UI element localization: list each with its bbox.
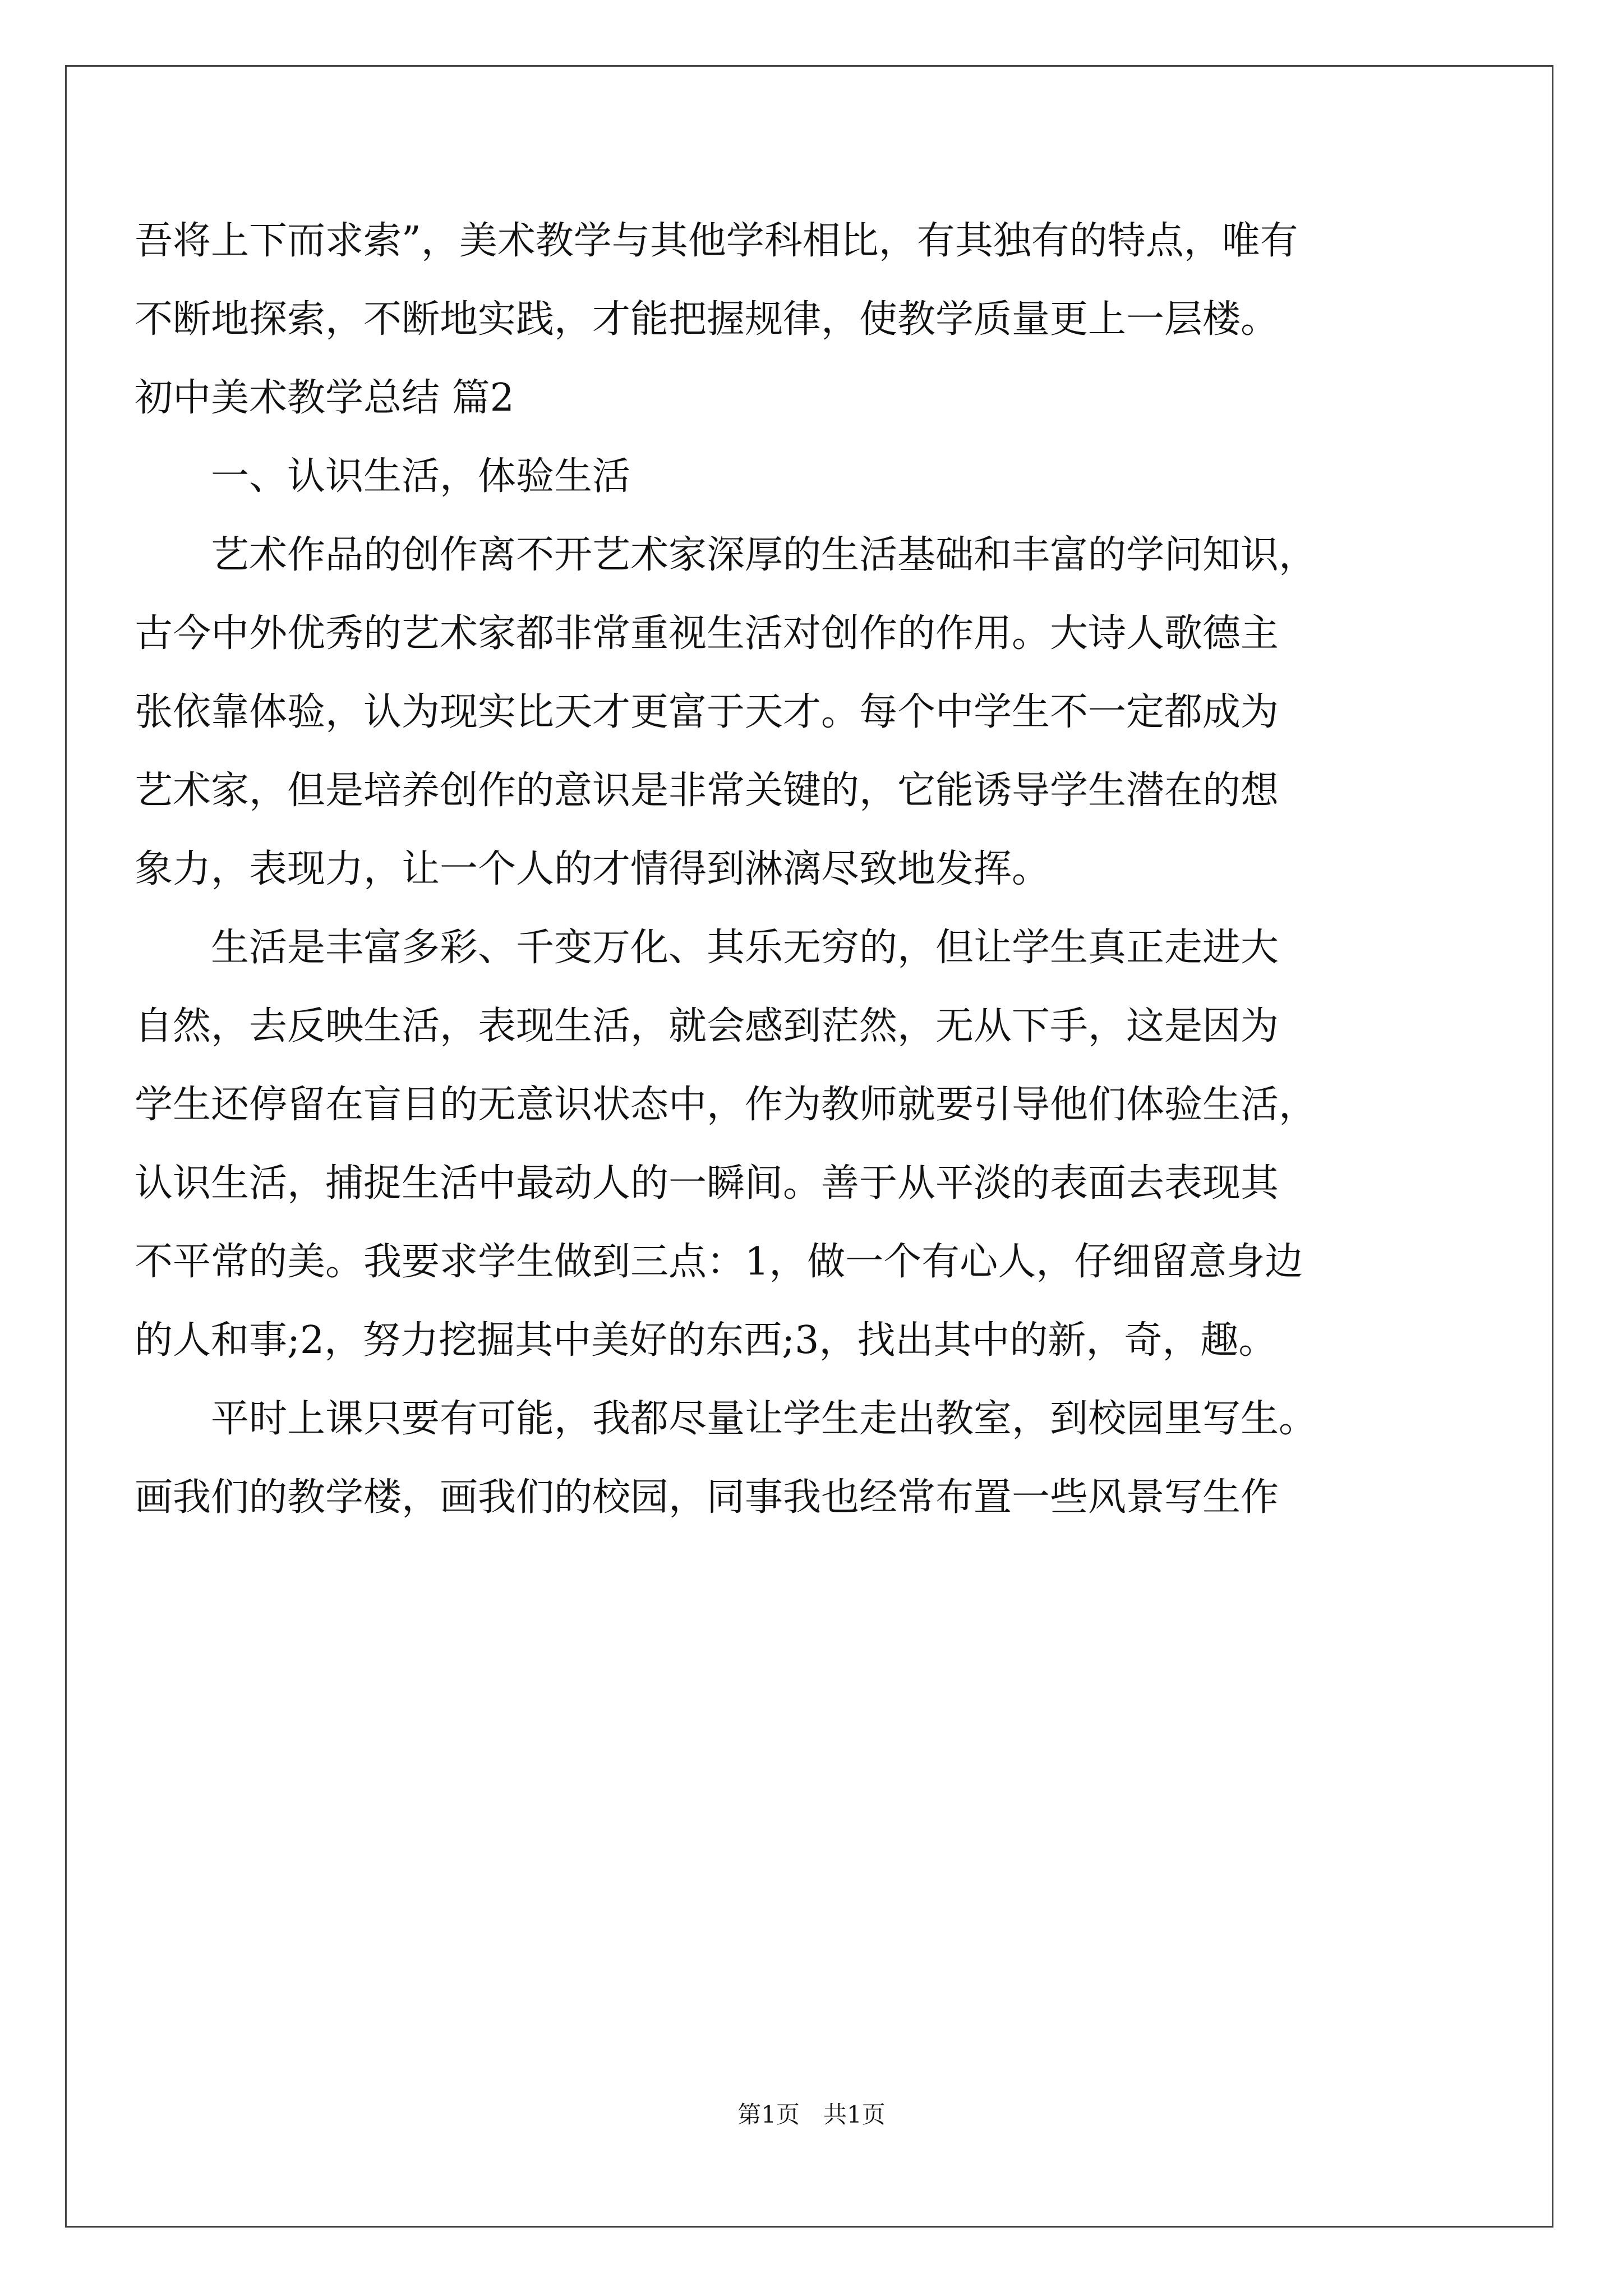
text-line: 不平常的美。我要求学生做到三点：1，做一个有心人，仔细留意身边 (135, 1240, 1303, 1284)
text-line: 张依靠体验，认为现实比天才更富于天才。每个中学生不一定都成为 (135, 690, 1279, 734)
paragraph-first-line: 艺术作品的创作离不开艺术家深厚的生活基础和丰富的学问知识， (211, 533, 1317, 577)
section-heading: 初中美术教学总结 篇2 (135, 376, 514, 420)
paragraph-first-line: 生活是丰富多彩、千变万化、其乐无穷的，但让学生真正走进大 (211, 926, 1279, 970)
text-line: 吾将上下而求索”，美术教学与其他学科相比，有其独有的特点，唯有 (135, 219, 1298, 263)
text-line: 学生还停留在盲目的无意识状态中，作为教师就要引导他们体验生活， (135, 1083, 1317, 1127)
text-line: 艺术家，但是培养创作的意识是非常关键的，它能诱导学生潜在的想 (135, 769, 1279, 813)
text-line: 象力，表现力，让一个人的才情得到淋漓尽致地发挥。 (135, 847, 1050, 891)
text-line: 古今中外优秀的艺术家都非常重视生活对创作的作用。大诗人歌德主 (135, 611, 1279, 656)
page-number-footer: 第1页 共1页 (737, 2101, 886, 2128)
text-line: 认识生活，捕捉生活中最动人的一瞬间。善于从平淡的表面去表现其 (135, 1161, 1279, 1205)
text-line: 自然，去反映生活，表现生活，就会感到茫然，无从下手，这是因为 (135, 1004, 1279, 1048)
text-line: 画我们的教学楼，画我们的校园，同事我也经常布置一些风景写生作 (135, 1475, 1279, 1520)
text-line: 不断地探索，不断地实践，才能把握规律，使教学质量更上一层楼。 (135, 297, 1279, 342)
text-line: 的人和事;2，努力挖掘其中美好的东西;3，找出其中的新，奇，趣。 (135, 1318, 1277, 1363)
paragraph-first-line: 平时上课只要有可能，我都尽量让学生走出教室，到校园里写生。 (211, 1397, 1317, 1441)
subsection-heading: 一、认识生活，体验生活 (211, 454, 631, 499)
